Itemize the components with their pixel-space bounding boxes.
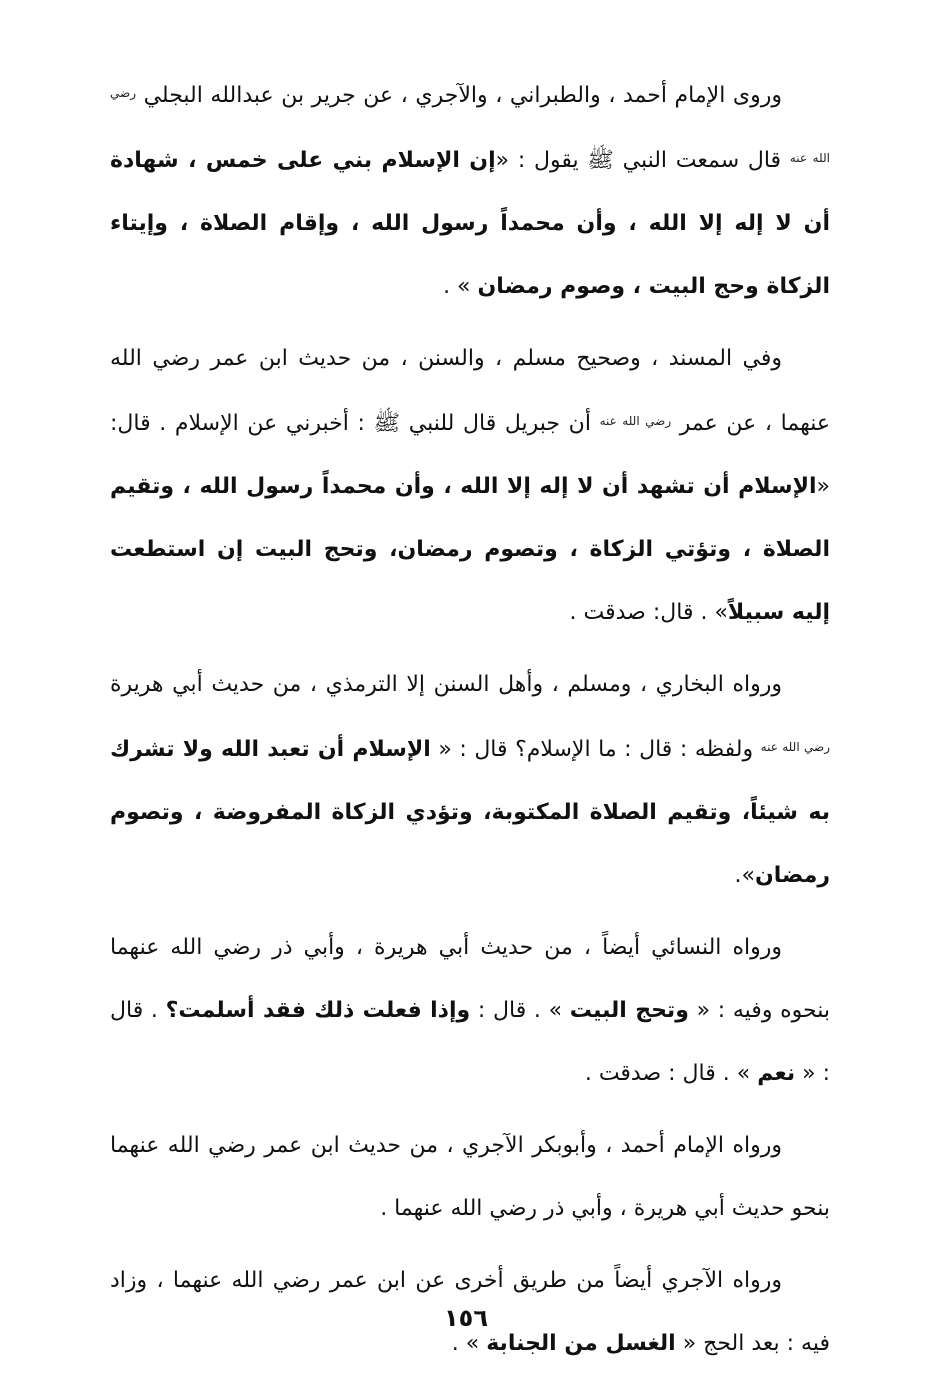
paragraph-3-text-2: ولفظه : قال : ما الإسلام؟ قال : « (430, 737, 761, 762)
paragraph-1 (110, 62, 830, 318)
paragraph-2 (110, 327, 830, 644)
paragraph-1-text-2: قال سمعت النبي ﷺ يقول : « (495, 148, 790, 173)
paragraph-2-text-2: أن جبريل قال للنبي ﷺ : أخبرني عن الإسلام . قال: « (110, 411, 830, 499)
hadith-quote: الإسلام أن تعبد الله ولا تشرك به شيئاً، وتقيم الصلاة المكتوبة، وتؤدي الزكاة المفروضة ، وتصوم رمضان (110, 737, 830, 888)
paragraph-3-text: ورواه البخاري ، ومسلم ، وأهل السنن إلا الترمذي ، من حديث أبي هريرة (110, 672, 782, 697)
hadith-quote: إن الإسلام بني على خمس ، شهادة أن لا إله إلا الله ، وأن محمداً رسول الله ، وإقام الصلاة ، وإيتاء الزكاة وحج البيت ، وصوم رمضان (110, 148, 830, 299)
hadith-quote: وإذا فعلت ذلك فقد أسلمت؟ (165, 998, 471, 1023)
hadith-quote: الإسلام أن تشهد أن لا إله إلا الله ، وأن محمداً رسول الله ، وتقيم الصلاة ، وتؤتي الزكاة ، وتصوم رمضان، وتحج البيت إن استطعت إليه سبيلاً (110, 474, 830, 625)
page-body (110, 62, 830, 1384)
paragraph-2-text: وفي المسند ، وصحيح مسلم ، والسنن ، من حديث ابن عمر رضي الله عنهما ، عن عمر (110, 346, 830, 436)
paragraph-1-text-3: » . (443, 274, 478, 299)
paragraph-1-text: وروى الإمام أحمد ، والطبراني ، والآجري ، عن جرير بن عبدالله البجلي (136, 83, 782, 108)
paragraph-2-text-3: » . قال: صدقت . (569, 600, 728, 625)
page-number: ١٥٦ (444, 1304, 488, 1332)
hadith-quote: وتحج البيت (569, 998, 689, 1023)
paragraph-6-text: ورواه الآجري أيضاً من طريق أخرى عن ابن عمر رضي الله عنهما ، وزاد فيه : بعد الحج « (110, 1268, 830, 1356)
paragraph-4 (110, 916, 830, 1105)
hadith-quote: نعم (757, 1061, 796, 1086)
honorific-glyph: رضي الله عنه (110, 86, 830, 165)
paragraph-4-text-2: » . قال : (470, 998, 570, 1023)
honorific-glyph: رضي الله عنه (599, 414, 672, 428)
honorific-glyph: رضي الله عنه (760, 740, 831, 754)
paragraph-5: ورواه الإمام أحمد ، وأبوبكر الآجري ، من حديث ابن عمر رضي الله عنهما بنحو حديث أبي هريرة ، وأبي ذر رضي الله عنهما . (110, 1133, 830, 1221)
hadith-quote: الغسل من الجنابة (486, 1331, 676, 1356)
paragraph-4-text-3: . قال : « (110, 998, 830, 1086)
paragraph-6-text-2: » . (451, 1331, 487, 1356)
paragraph-3 (110, 653, 830, 907)
paragraph-3-text-3: ». (734, 863, 755, 888)
paragraph-4-text: ورواه النسائي أيضاً ، من حديث أبي هريرة ، وأبي ذر رضي الله عنهما بنحوه وفيه : « (110, 935, 830, 1023)
paragraph-4-text-4: » . قال : صدقت . (584, 1061, 758, 1086)
